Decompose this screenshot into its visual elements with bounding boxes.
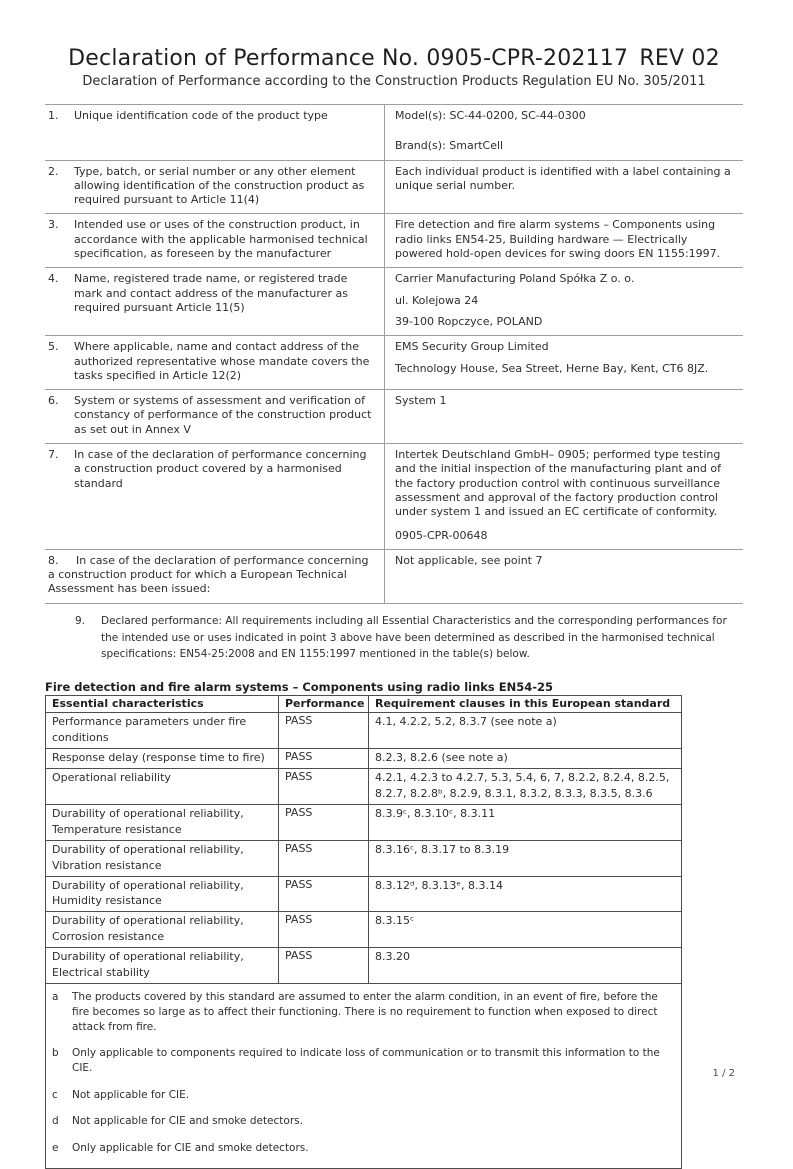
footnote-text: The products covered by this standard are assumed to enter the alarm condition, in an event of fire, before the fire becomes so large as to affect their functioning. There is no requirement to function when exposed to direct attack from fire.: [72, 991, 658, 1033]
value-line: Brand(s): SmartCell: [395, 139, 504, 153]
table-row: [45, 444, 743, 550]
item-number: 1.: [48, 109, 59, 122]
footnote-letter: b: [52, 1047, 59, 1060]
characteristic-cell: Durability of operational reliability, Temperature resistance: [46, 804, 279, 840]
performance-cell: PASS: [279, 713, 369, 749]
value-line: EMS Security Group Limited: [395, 340, 549, 354]
row-label-cell: [45, 161, 385, 214]
row-label-cell: [45, 550, 385, 603]
footnote-letter: c: [52, 1088, 58, 1101]
row-label-cell: [45, 444, 385, 549]
item-number: 6.: [48, 394, 59, 408]
item-label: Type, batch, or serial number or any other element allowing identification of the construction product as required pursuant to Article 11(4): [74, 164, 365, 207]
footnote: [52, 1141, 671, 1156]
value-line: Technology House, Sea Street, Herne Bay, Kent, CT6 8JZ.: [395, 361, 709, 375]
column-header-performance: Performance: [279, 696, 369, 713]
table-header-row: [46, 696, 682, 713]
performance-cell: PASS: [279, 876, 369, 912]
clauses-cell: 8.3.20: [369, 948, 682, 984]
item-label: In case of the declaration of performance concerning a construction product covered by a harmonised standard: [74, 448, 367, 490]
item-label: Name, registered trade name, or registered trade mark and contact address of the manufacturer as required pursuant Article 11(5): [74, 272, 348, 314]
footnote-text: Not applicable for CIE.: [72, 1088, 190, 1101]
footnote-letter: a: [52, 991, 59, 1004]
performance-cell: PASS: [279, 768, 369, 804]
footnote-text: Not applicable for CIE and smoke detectors.: [72, 1115, 303, 1128]
value-line: Fire detection and fire alarm systems – Components using radio links EN54-25, Building hardware — Electrically powered hold-open devices for swing doors EN 1155:1997.: [395, 218, 721, 261]
item-label: In case of the declaration of performance concerning a construction product for which a European Technical Assessment has been issued:: [48, 553, 369, 596]
characteristic-cell: Durability of operational reliability, Vibration resistance: [46, 840, 279, 876]
clauses-cell: 8.3.12ᵈ, 8.3.13ᵉ, 8.3.14: [369, 876, 682, 912]
value-line: System 1: [395, 394, 447, 408]
clauses-cell: 8.2.3, 8.2.6 (see note a): [369, 748, 682, 768]
table-row: [45, 105, 743, 161]
item-number: 4.: [48, 272, 59, 286]
value-line: 39-100 Ropczyce, POLAND: [395, 314, 543, 328]
item-label: System or systems of assessment and verification of constancy of performance of the construction product as set out in Annex V: [74, 394, 372, 436]
performance-cell: PASS: [279, 748, 369, 768]
characteristic-cell: Operational reliability: [46, 768, 279, 804]
footnote: [52, 1114, 671, 1129]
declared-performance-paragraph: [75, 613, 743, 663]
value-line: Each individual product is identified with a label containing a unique serial number.: [395, 164, 731, 192]
table-row: [46, 876, 682, 912]
item-number: 7.: [48, 448, 59, 462]
declaration-table: [45, 104, 743, 604]
performance-cell: PASS: [279, 804, 369, 840]
table-row: [45, 336, 743, 390]
page-title: Declaration of Performance No. 0905-CPR-202117 REV 02: [68, 46, 720, 71]
value-line: ul. Kolejowa 24: [395, 293, 479, 307]
performance-cell: PASS: [279, 840, 369, 876]
clauses-cell: 8.3.16ᶜ, 8.3.17 to 8.3.19: [369, 840, 682, 876]
performance-cell: PASS: [279, 912, 369, 948]
table-row: [46, 948, 682, 984]
footnote-letter: d: [52, 1115, 59, 1128]
row-label-cell: [45, 390, 385, 443]
row-label-cell: [45, 268, 385, 335]
table-row: [45, 390, 743, 444]
clauses-cell: 8.3.15ᶜ: [369, 912, 682, 948]
table-row: [45, 550, 743, 604]
characteristic-cell: Performance parameters under fire conditions: [46, 713, 279, 749]
clauses-cell: 4.1, 4.2.2, 5.2, 8.3.7 (see note a): [369, 713, 682, 749]
row-value-cell: [385, 444, 743, 549]
value-line: Intertek Deutschland GmbH– 0905; performed type testing and the initial inspection of the manufacturing plant and of the factory production control with continuous surveillance assessment and approval of the factory production control under system 1 and issued an EC certificate of conformity.: [395, 448, 721, 519]
item-number: 5.: [48, 340, 59, 354]
footnote: [52, 990, 671, 1034]
clauses-cell: 8.3.9ᶜ, 8.3.10ᶜ, 8.3.11: [369, 804, 682, 840]
item-number: 2.: [48, 164, 59, 178]
page-number: 1 / 2: [712, 1068, 735, 1079]
table-row: [46, 840, 682, 876]
fire-characteristics-table: [45, 695, 682, 984]
table-row: [45, 214, 743, 268]
characteristic-cell: Response delay (response time to fire): [46, 748, 279, 768]
value-line: Carrier Manufacturing Poland Spółka Z o. o.: [395, 272, 635, 286]
column-header-essential-characteristics: Essential characteristics: [46, 696, 279, 713]
row-value-cell: [385, 550, 743, 603]
row-value-cell: [385, 105, 743, 160]
footnote-text: Only applicable to components required to indicate loss of communication or to transmit this information to the CIE.: [72, 1047, 660, 1074]
item-number: 3.: [48, 218, 59, 232]
item-label: Where applicable, name and contact address of the authorized representative whose mandate covers the tasks specified in Article 12(2): [74, 340, 370, 382]
characteristic-cell: Durability of operational reliability, Corrosion resistance: [46, 912, 279, 948]
value-line: Not applicable, see point 7: [395, 553, 543, 567]
column-header-requirement-clauses: Requirement clauses in this European standard: [369, 696, 682, 713]
footnote: [52, 1046, 671, 1075]
table-row: [46, 804, 682, 840]
item-label: Intended use or uses of the construction product, in accordance with the applicable harmonised technical specification, as foreseen by the manufacturer: [74, 218, 368, 261]
row-label-cell: [45, 105, 385, 160]
footnote-letter: e: [52, 1141, 59, 1154]
item-number: 9.: [75, 614, 86, 627]
table-row: [46, 768, 682, 804]
declared-performance-text: Declared performance: All requirements including all Essential Characteristics and the corresponding performances for the intended use or uses indicated in point 3 above have been determined as described in the harmonised technical specifications: EN54-25:2008 and EN 1155:1997 mentioned in the table(s) below.: [101, 614, 727, 661]
table-row: [46, 912, 682, 948]
row-value-cell: [385, 268, 743, 335]
characteristic-cell: Durability of operational reliability, Electrical stability: [46, 948, 279, 984]
table-row: [45, 268, 743, 336]
row-label-cell: [45, 214, 385, 267]
footnote-text: Only applicable for CIE and smoke detectors.: [72, 1141, 309, 1154]
table-row: [45, 161, 743, 215]
row-value-cell: [385, 214, 743, 267]
value-line: 0905-CPR-00648: [395, 528, 488, 542]
row-value-cell: [385, 390, 743, 443]
page-subtitle: Declaration of Performance according to the Construction Products Regulation EU No. 305/2011: [82, 74, 706, 89]
document-header: [45, 0, 743, 89]
table-row: [46, 713, 682, 749]
table-row: [46, 748, 682, 768]
row-value-cell: [385, 161, 743, 214]
fire-table-heading: Fire detection and fire alarm systems – Components using radio links EN54-25: [45, 680, 554, 695]
footnote: [52, 1088, 671, 1103]
value-line: Model(s): SC-44-0200, SC-44-0300: [395, 109, 586, 122]
characteristic-cell: Durability of operational reliability, Humidity resistance: [46, 876, 279, 912]
row-value-cell: [385, 336, 743, 389]
item-number: 8.: [48, 553, 59, 567]
row-label-cell: [45, 336, 385, 389]
performance-cell: PASS: [279, 948, 369, 984]
clauses-cell: 4.2.1, 4.2.3 to 4.2.7, 5.3, 5.4, 6, 7, 8.2.2, 8.2.4, 8.2.5, 8.2.7, 8.2.8ᵇ, 8.2.9, 8.3.1, 8.3.2, 8.3.3, 8.3.5, 8.3.6: [369, 768, 682, 804]
footnotes-box: [45, 984, 682, 1169]
item-label: Unique identification code of the product type: [74, 109, 328, 122]
